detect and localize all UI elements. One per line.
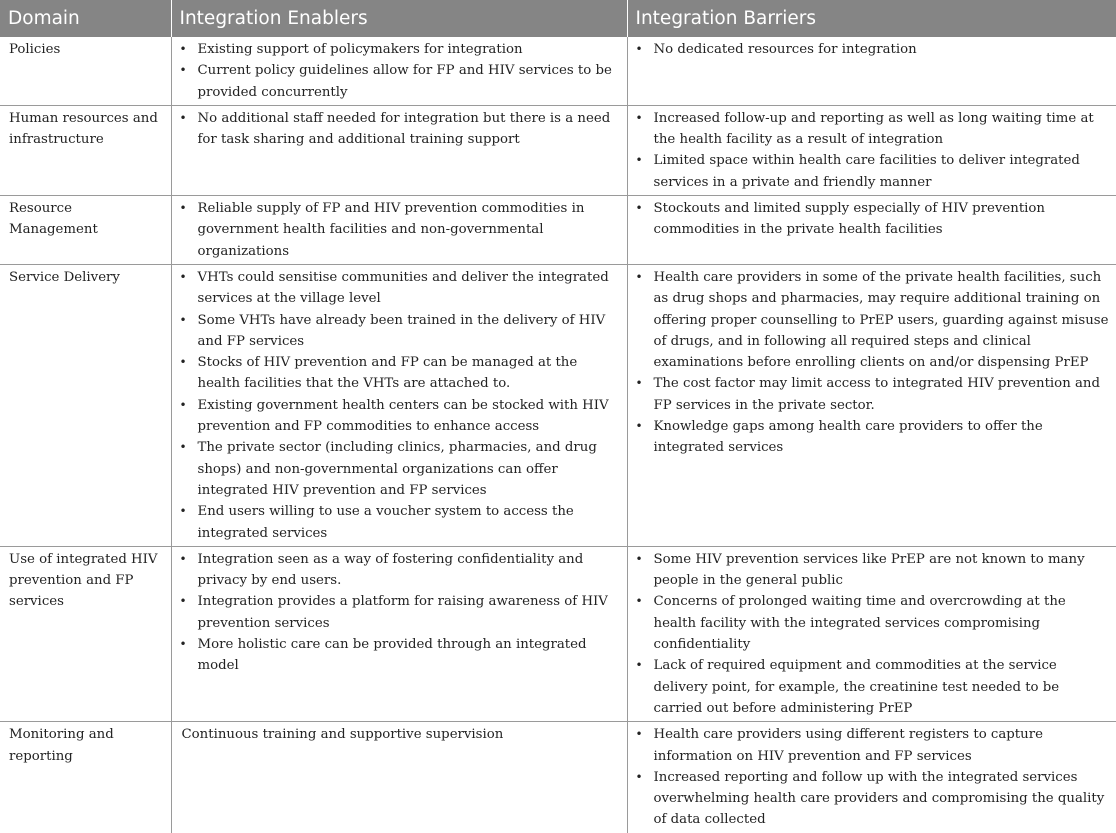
list-item: • Existing government health centers can be stocked with HIV prevention and FP commodities to enhance access <box>180 395 620 438</box>
list-item: • Health care providers using different registers to capture information on HIV prevention and FP services <box>636 724 1110 767</box>
enablers-cell: Continuous training and supportive supervision <box>171 722 627 833</box>
domain-cell: Policies <box>0 37 171 105</box>
header-domain: Domain <box>0 0 171 37</box>
list-item: • End users willing to use a voucher system to access the integrated services <box>180 501 620 544</box>
list-item: • Concerns of prolonged waiting time and overcrowding at the health facility with the integrated services compromising confidentiality <box>636 591 1110 655</box>
enablers-list <box>180 39 620 103</box>
barriers-cell <box>627 37 1116 105</box>
list-item: • Integration provides a platform for raising awareness of HIV prevention services <box>180 591 620 634</box>
list-item: • Knowledge gaps among health care providers to offer the integrated services <box>636 416 1110 459</box>
table-row <box>0 37 1116 105</box>
list-item: • The cost factor may limit access to integrated HIV prevention and FP services in the private sector. <box>636 373 1110 416</box>
table-row <box>0 105 1116 195</box>
list-item: • Limited space within health care facilities to deliver integrated services in a private and friendly manner <box>636 150 1110 193</box>
header-row <box>0 0 1116 37</box>
barriers-list <box>636 198 1110 241</box>
list-item: • Stocks of HIV prevention and FP can be managed at the health facilities that the VHTs are attached to. <box>180 352 620 395</box>
table-row <box>0 722 1116 833</box>
barriers-list <box>636 108 1110 193</box>
table-row <box>0 264 1116 546</box>
domain-cell: Human resources and infrastructure <box>0 105 171 195</box>
table-row <box>0 196 1116 265</box>
barriers-cell <box>627 546 1116 721</box>
barriers-cell <box>627 105 1116 195</box>
list-item: • Stockouts and limited supply especially of HIV prevention commodities in the private health facilities <box>636 198 1110 241</box>
enablers-list <box>180 108 620 151</box>
list-item: • No additional staff needed for integration but there is a need for task sharing and additional training support <box>180 108 620 151</box>
list-item: • Some VHTs have already been trained in the delivery of HIV and FP services <box>180 310 620 353</box>
list-item: • Increased follow-up and reporting as well as long waiting time at the health facility as a result of integration <box>636 108 1110 151</box>
domain-cell: Monitoring and reporting <box>0 722 171 833</box>
enablers-cell <box>171 196 627 265</box>
list-item: • Existing support of policymakers for integration <box>180 39 620 60</box>
domain-cell: Service Delivery <box>0 264 171 546</box>
enablers-list <box>180 549 620 677</box>
barriers-list <box>636 724 1110 830</box>
header-barriers: Integration Barriers <box>627 0 1116 37</box>
enablers-cell <box>171 264 627 546</box>
table-row <box>0 546 1116 721</box>
list-item: • The private sector (including clinics, pharmacies, and drug shops) and non-governmental organizations can offer integrated HIV prevention and FP services <box>180 437 620 501</box>
enablers-list <box>180 267 620 544</box>
barriers-cell <box>627 722 1116 833</box>
enablers-cell <box>171 37 627 105</box>
enablers-cell <box>171 546 627 721</box>
list-item: • Some HIV prevention services like PrEP are not known to many people in the general public <box>636 549 1110 592</box>
barriers-list <box>636 267 1110 459</box>
domain-cell: Use of integrated HIV prevention and FP services <box>0 546 171 721</box>
list-item: • Health care providers in some of the private health facilities, such as drug shops and pharmacies, may require additional training on offering proper counselling to PrEP users, guarding against misuse of drugs, and in following all required steps and clinical examinations before enrolling clients on and/or dispensing PrEP <box>636 267 1110 373</box>
list-item: • Lack of required equipment and commodities at the service delivery point, for example, the creatinine test needed to be carried out before administering PrEP <box>636 655 1110 719</box>
enablers-cell <box>171 105 627 195</box>
list-item: • VHTs could sensitise communities and deliver the integrated services at the village level <box>180 267 620 310</box>
list-item: • No dedicated resources for integration <box>636 39 1110 60</box>
enablers-list <box>180 198 620 262</box>
list-item: • Increased reporting and follow up with the integrated services overwhelming health care providers and compromising the quality of data collected <box>636 767 1110 831</box>
header-enablers: Integration Enablers <box>171 0 627 37</box>
list-item: • Integration seen as a way of fostering confidentiality and privacy by end users. <box>180 549 620 592</box>
barriers-cell <box>627 196 1116 265</box>
list-item: • More holistic care can be provided through an integrated model <box>180 634 620 677</box>
barriers-list <box>636 549 1110 719</box>
list-item: • Current policy guidelines allow for FP and HIV services to be provided concurrently <box>180 60 620 103</box>
list-item: • Reliable supply of FP and HIV prevention commodities in government health facilities and non-governmental organizations <box>180 198 620 262</box>
barriers-list <box>636 39 1110 60</box>
domain-cell: Resource Management <box>0 196 171 265</box>
barriers-cell <box>627 264 1116 546</box>
